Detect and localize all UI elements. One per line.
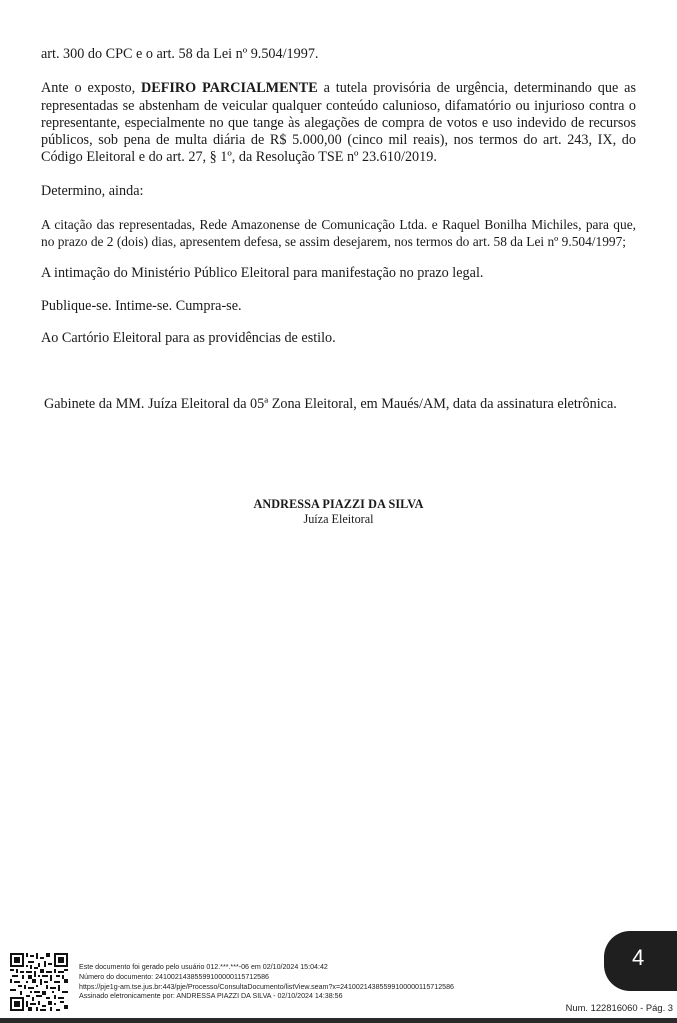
document-footer bbox=[0, 945, 677, 1023]
document-body bbox=[41, 46, 636, 413]
footer-signed-by: Assinado eletronicamente por: ANDRESSA PIAZZI DA SILVA - 02/10/2024 14:38:56 bbox=[79, 992, 343, 1001]
page-badge bbox=[604, 931, 677, 991]
page-badge-number: 4 bbox=[632, 945, 645, 970]
paragraph-citacao: A citação das representadas, Rede Amazonense de Comunicação Ltda. e Raquel Bonilha Michiles, para que, no prazo de 2 (dois) dias, apresentem defesa, se assim desejarem, nos termos do art. 58 da Lei nº 9.504/1997; bbox=[41, 217, 636, 249]
bottom-edge-bar bbox=[0, 1018, 677, 1023]
footer-metadata bbox=[79, 963, 454, 1002]
footer-document-url[interactable]: https://pje1g-am.tse.jus.br:443/pje/Processo/ConsultaDocumento/listView.seam?x=24100214385599100000115712586 bbox=[79, 982, 454, 991]
decision-intro: Ante o exposto, bbox=[41, 80, 142, 97]
paragraph-continuation: art. 300 do CPC e o art. 58 da Lei nº 9.504/1997. bbox=[41, 46, 319, 62]
paragraph-gabinete: Gabinete da MM. Juíza Eleitoral da 05ª Zona Eleitoral, em Maués/AM, data da assinatura eletrônica. bbox=[44, 396, 617, 413]
signer-name: ANDRESSA PIAZZI DA SILVA bbox=[253, 497, 424, 511]
footer-document-number: Número do documento: 24100214385599100000115712586 bbox=[79, 972, 269, 981]
qr-code-icon[interactable] bbox=[10, 953, 68, 1011]
paragraph-decision bbox=[41, 80, 636, 166]
paragraph-cartorio: Ao Cartório Eleitoral para as providências de estilo. bbox=[41, 329, 336, 346]
decision-verdict: DEFIRO PARCIALMENTE bbox=[141, 80, 318, 97]
signature-block bbox=[0, 497, 677, 527]
paragraph-publique: Publique-se. Intime-se. Cumpra-se. bbox=[41, 297, 242, 314]
footer-generated-line: Este documento foi gerado pelo usuário 012.***.***-06 em 02/10/2024 15:04:42 bbox=[79, 963, 328, 971]
paragraph-intimacao: A intimação do Ministério Público Eleitoral para manifestação no prazo legal. bbox=[41, 265, 484, 282]
decision-text: a tutela provisória de urgência, determinando que as representadas se abstenham de veicular qualquer conteúdo calunioso, difamatório ou injurioso contra o representante, especialmente no que tange às alegações de compra de votos e uso indevido de recursos públicos, sob pena de multa diária de R$ 5.000,00 (cinco mil reais), nos termos do art. 243, IX, do Código Eleitoral e do art. 27, § 1º, da Resolução TSE nº 23.610/2019. bbox=[41, 80, 636, 166]
paragraph-determino: Determino, ainda: bbox=[41, 182, 144, 199]
signer-role: Juíza Eleitoral bbox=[303, 512, 374, 526]
page-number: Num. 122816060 - Pág. 3 bbox=[565, 1002, 673, 1013]
